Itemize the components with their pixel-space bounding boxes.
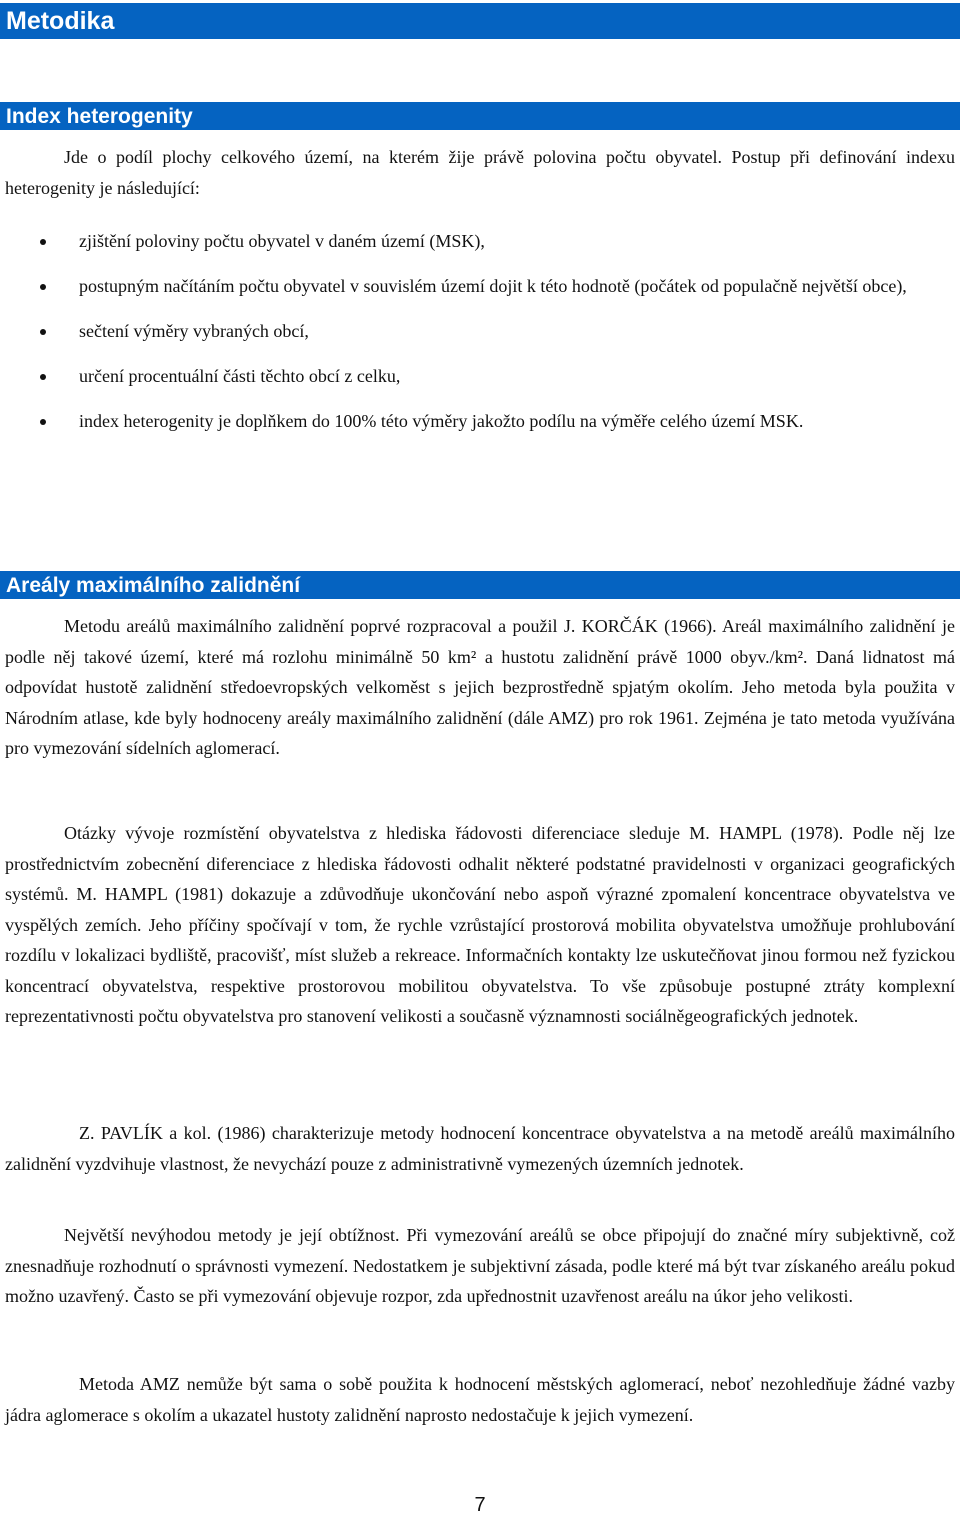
section-heading-text: Areály maximálního zalidnění	[6, 574, 301, 597]
list-item	[0, 226, 955, 257]
section-heading-index-heterogenity	[0, 102, 960, 130]
amz-paragraph-pavlik: Z. PAVLÍK a kol. (1986) charakterizuje metody hodnocení koncentrace obyvatelstva a na metodě areálů maximálního zalidnění vyzdvihuje vlastnost, že nevychází pouze z administrativně vymezených územních jednotek.	[5, 1123, 955, 1174]
page-title: Metodika	[6, 7, 115, 35]
list-item-text: index heterogenity je doplňkem do 100% této výměry jakožto podílu na výměře celého území MSK.	[79, 411, 804, 431]
list-item-text: určení procentuální části těchto obcí z celku,	[79, 366, 401, 386]
bullet-icon	[40, 239, 46, 245]
list-item	[0, 316, 955, 347]
page-title-banner	[0, 3, 960, 39]
page-number: 7	[474, 1494, 486, 1516]
section-heading-amz	[0, 571, 960, 599]
bullet-icon	[40, 284, 46, 290]
amz-paragraph-hampl: Otázky vývoje rozmístění obyvatelstva z hlediska řádovosti diferenciace sleduje M. HAMPL (1978). Podle něj lze prostřednictvím zobecnění diferenciace z hlediska řádovosti odhalit některé podstatné pravidelnosti v organizaci geografických systémů. M. HAMPL (1981) dokazuje a zdůvodňuje ukončování nebo aspoň výrazné zpomalení koncentrace obyvatelstva ve vyspělých zemích. Jeho příčiny spočívají v tom, že rychle vzrůstající prostorová mobilita obyvatelstva umožňuje prohlubování rozdílu v lokalizaci bydliště, pracovišť, míst služeb a rekreace. Informačních kontakty lze uskutečňovat jinou formou než fyzickou koncentrací obyvatelstva, respektive prostorovou mobilitou obyvatelstva. To vše způsobuje postupné ztráty komplexní reprezentativnosti počtu obyvatelstva pro stanovení velikosti a současně významnosti sociálněgeografických jednotek.	[5, 823, 955, 1026]
bullet-icon	[40, 419, 46, 425]
section-heading-text: Index heterogenity	[6, 105, 193, 128]
amz-paragraph-conclusion: Metoda AMZ nemůže být sama o sobě použita k hodnocení městských aglomerací, neboť nezohledňuje žádné vazby jádra aglomerace s okolím a ukazatel hustoty zalidnění naprosto nedostačuje k jejich vymezení.	[5, 1374, 955, 1425]
list-item	[0, 406, 955, 437]
heterogeneity-steps-list	[0, 226, 955, 451]
list-item-text: postupným načítáním počtu obyvatel v souvislém území dojit k této hodnotě (počátek od populačně největší obce),	[79, 276, 907, 296]
list-item-text: sečtení výměry vybraných obcí,	[79, 321, 309, 341]
bullet-icon	[40, 374, 46, 380]
list-item	[0, 271, 955, 302]
section1-intro-paragraph: Jde o podíl plochy celkového území, na kterém žije právě polovina počtu obyvatel. Postup při definování indexu heterogenity je následující:	[5, 147, 955, 198]
bullet-icon	[40, 329, 46, 335]
amz-paragraph-korcak: Metodu areálů maximálního zalidnění poprvé rozpracoval a použil J. KORČÁK (1966). Areál maximálního zalidnění je podle něj takové území, které má rozlohu minimálně 50 km² a hustotu zalidnění právě 1000 obyv./km². Daná lidnatost má odpovídat hustotě zalidnění středoevropských velkoměst s jejich bezprostředně spjatým okolím. Jeho metoda byla použita v Národním atlase, kde byly hodnoceny areály maximálního zalidnění (dále AMZ) pro rok 1961. Zejména je tato metoda využívána pro vymezování sídelních aglomerací.	[5, 616, 955, 758]
amz-paragraph-disadvantages: Největší nevýhodou metody je její obtížnost. Při vymezování areálů se obce připojují do značné míry subjektivně, což znesnadňuje rozhodnutí o správnosti vymezení. Nedostatkem je subjektivní zásada, podle které má být tvar získaného areálu pokud možno uzavřený. Často se při vymezování objevuje rozpor, zda upřednostnit uzavřenost areálu na úkor jeho velikosti.	[5, 1225, 955, 1306]
list-item	[0, 361, 955, 392]
list-item-text: zjištění poloviny počtu obyvatel v daném území (MSK),	[79, 231, 485, 251]
